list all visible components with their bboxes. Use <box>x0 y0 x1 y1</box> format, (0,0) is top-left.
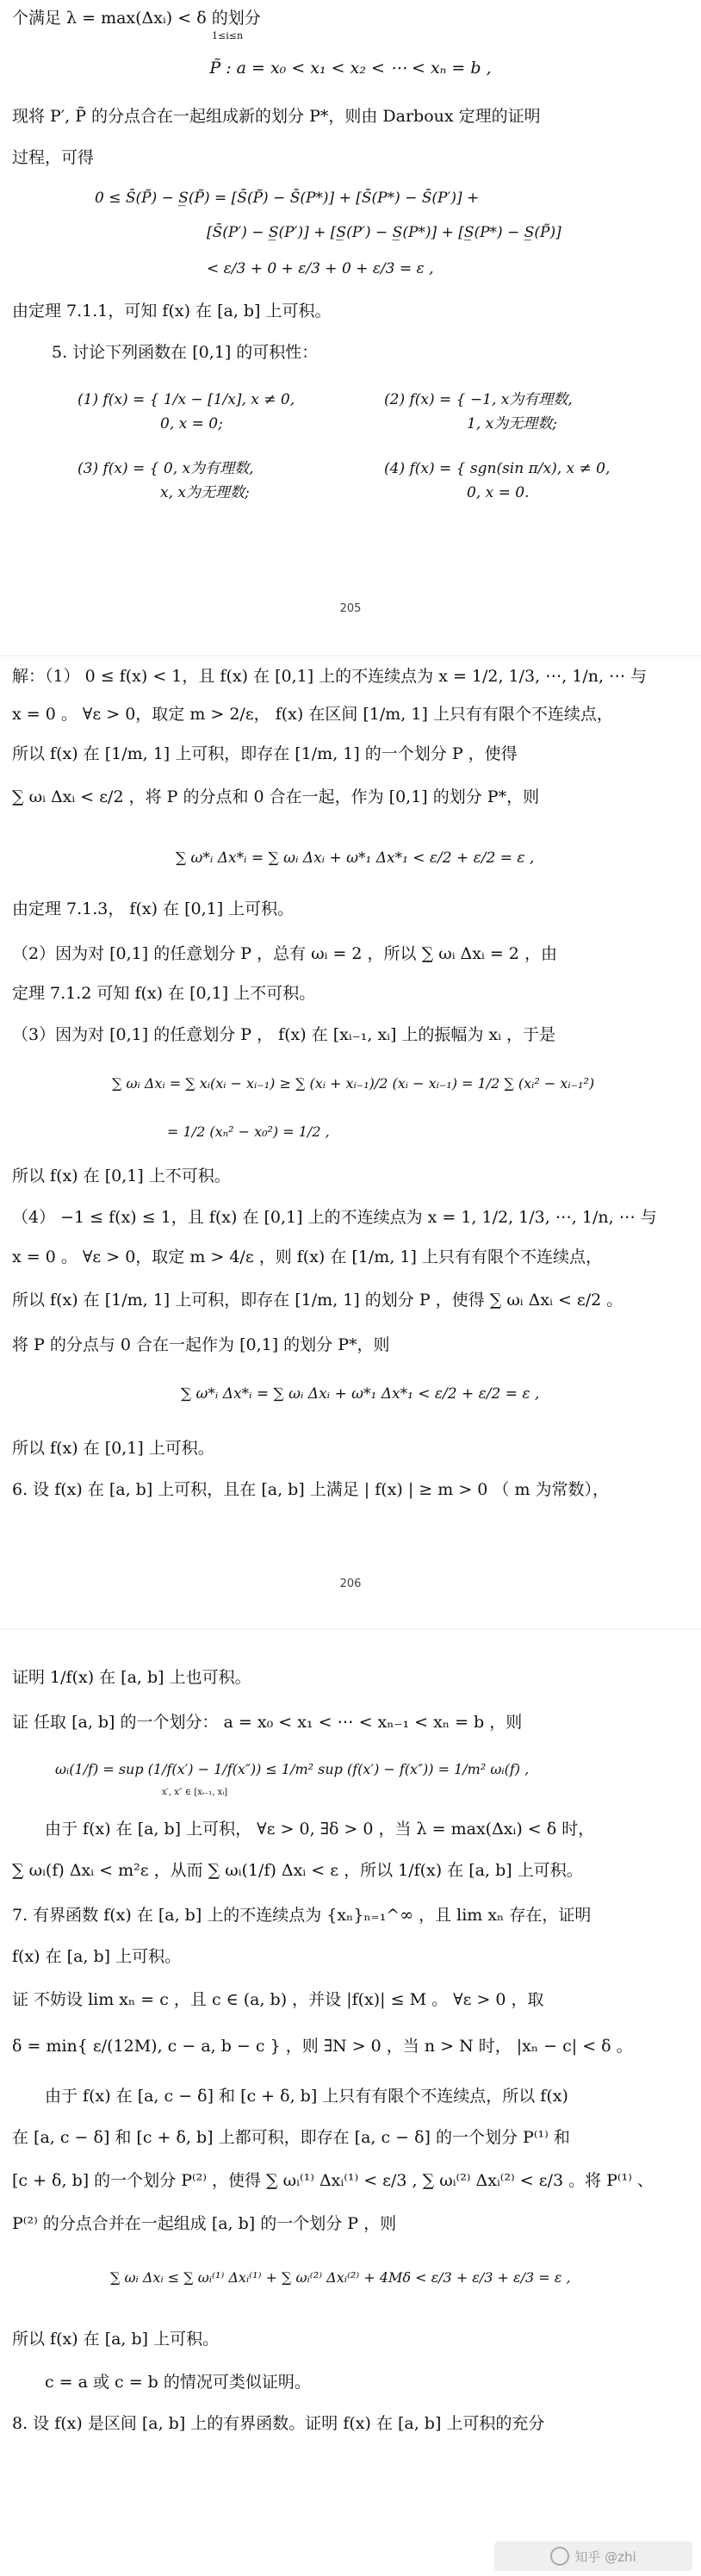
text-line: 由于 f(x) 在 [a, b] 上可积， ∀ε > 0, ∃δ > 0 ，当 λ = max(Δxᵢ) < δ 时， <box>45 1820 595 1839</box>
equation: 0 ≤ S̄(P̃) − S̲(P̃) = [S̄(P̃) − S̄(P*)] + [S̄(P*) − S̄(P′)] + <box>95 190 480 207</box>
text-line: 所以 f(x) 在 [0,1] 上不可积。 <box>12 1167 231 1185</box>
text-line: 定理 7.1.2 可知 f(x) 在 [0,1] 上不可积。 <box>12 984 316 1003</box>
equation: = 1/2 (xₙ² − x₀²) = 1/2 , <box>167 1123 330 1140</box>
equation: ωᵢ(1/f) = sup (1/f(x′) − 1/f(x″)) ≤ 1/m² sup (f(x′) − f(x″)) = 1/m² ωᵢ(f) , <box>55 1761 530 1777</box>
equation: ∑ ω*ᵢ Δx*ᵢ = ∑ ωᵢ Δxᵢ + ω*₁ Δx*₁ < ε/2 + ε/2 = ε , <box>181 1385 540 1403</box>
text-line: ∑ ωᵢ Δxᵢ < ε/2 ，将 P 的分点和 0 合在一起，作为 [0,1] 的划分 P*，则 <box>12 787 540 806</box>
text-line: x = 0 。 ∀ε > 0，取定 m > 2/ε， f(x) 在区间 [1/m, 1] 上只有有限个不连续点， <box>12 705 613 724</box>
text-line: c = a 或 c = b 的情况可类似证明。 <box>45 2373 311 2392</box>
text-line: 过程，可得 <box>12 148 95 167</box>
text-line: ∑ ωᵢ(f) Δxᵢ < m²ε ，从而 ∑ ωᵢ(1/f) Δxᵢ < ε ，所以 1/f(x) 在 [a, b] 上可积。 <box>12 1861 583 1880</box>
page-divider <box>0 655 701 656</box>
equation: 1, x为无理数; <box>467 415 557 432</box>
exercise-heading: 8. 设 f(x) 是区间 [a, b] 上的有界函数。证明 f(x) 在 [a, b] 上可积的充分 <box>12 2414 545 2433</box>
exercise-heading: 7. 有界函数 f(x) 在 [a, b] 上的不连续点为 {xₙ}ₙ₌₁^∞ ，且 lim xₙ 存在，证明 <box>12 1906 592 1925</box>
text-line: δ = min{ ε/(12M), c − a, b − c } ，则 ∃N > 0 ，当 n > N 时， |xₙ − c| < δ 。 <box>12 2037 633 2056</box>
text-line: P⁽²⁾ 的分点合并在一起组成 [a, b] 的一个划分 P ，则 <box>12 2214 397 2233</box>
watermark-text: 知乎 @zhi <box>574 2548 636 2565</box>
text-line: 将 P 的分点与 0 合在一起作为 [0,1] 的划分 P*，则 <box>12 1335 390 1354</box>
text-line: 现将 P′, P̃ 的分点合在一起组成新的划分 P*，则由 Darboux 定理的证明 <box>12 107 541 126</box>
text-line: 在 [a, c − δ] 和 [c + δ, b] 上都可积，即存在 [a, c − δ] 的一个划分 P⁽¹⁾ 和 <box>12 2128 570 2147</box>
text-line: 所以 f(x) 在 [1/m, 1] 上可积，即存在 [1/m, 1] 的一个划分 P ，使得 <box>12 744 518 763</box>
text-line: （2）因为对 [0,1] 的任意划分 P ，总有 ωᵢ = 2 ，所以 ∑ ωᵢ Δxᵢ = 2 ，由 <box>12 944 557 963</box>
text-line: f(x) 在 [a, b] 上可积。 <box>12 1947 182 1966</box>
equation: ∑ ω*ᵢ Δx*ᵢ = ∑ ωᵢ Δxᵢ + ω*₁ Δx*₁ < ε/2 + ε/2 = ε , <box>176 849 535 867</box>
equation: < ε/3 + 0 + ε/3 + 0 + ε/3 = ε , <box>207 260 434 277</box>
text-line: 由于 f(x) 在 [a, c − δ] 和 [c + δ, b] 上只有有限个不连续点，所以 f(x) <box>45 2087 568 2106</box>
equation: (3) f(x) = { 0, x为有理数, <box>78 460 254 477</box>
page-divider <box>0 1628 701 1630</box>
text-line: [c + δ, b] 的一个划分 P⁽²⁾ ，使得 ∑ ωᵢ⁽¹⁾ Δxᵢ⁽¹⁾ < ε/3 , ∑ ωᵢ⁽²⁾ Δxᵢ⁽²⁾ < ε/3 。将 P⁽¹⁾ 、 <box>12 2171 654 2190</box>
text-line: 解：（1） 0 ≤ f(x) < 1，且 f(x) 在 [0,1] 上的不连续点为 x = 1/2, 1/3, ⋯, 1/n, ⋯ 与 <box>12 667 648 686</box>
equation: 0, x = 0. <box>467 484 530 501</box>
text-line: 所以 f(x) 在 [1/m, 1] 上可积，即存在 [1/m, 1] 的划分 P ，使得 ∑ ωᵢ Δxᵢ < ε/2 。 <box>12 1291 623 1310</box>
equation: (1) f(x) = { 1/x − [1/x], x ≠ 0, <box>78 391 295 408</box>
text-line: （4） −1 ≤ f(x) ≤ 1，且 f(x) 在 [0,1] 上的不连续点为 x = 1, 1/2, 1/3, ⋯, 1/n, ⋯ 与 <box>12 1208 657 1227</box>
equation: P̃ : a = x₀ < x₁ < x₂ < ⋯ < xₙ = b , <box>209 59 492 78</box>
text-line: x = 0 。 ∀ε > 0，取定 m > 4/ε ，则 f(x) 在 [1/m, 1] 上只有有限个不连续点， <box>12 1248 602 1266</box>
watermark <box>494 2542 692 2571</box>
page-number: 205 <box>339 602 362 615</box>
text-line: 证 任取 [a, b] 的一个划分： a = x₀ < x₁ < ⋯ < xₙ₋₁ < xₙ = b ，则 <box>12 1713 523 1732</box>
equation: x, x为无理数; <box>160 484 250 501</box>
subscript: 1≤i≤n <box>212 30 244 41</box>
zhihu-logo-icon <box>550 2547 569 2566</box>
equation: [S̄(P′) − S̲(P′)] + [S̲(P′) − S̲(P*)] + [S̲(P*) − S̲(P̃)] <box>207 224 561 241</box>
equation: 0, x = 0; <box>160 415 223 432</box>
text-line: 证明 1/f(x) 在 [a, b] 上也可积。 <box>12 1668 251 1687</box>
equation: ∑ ωᵢ Δxᵢ = ∑ xᵢ(xᵢ − xᵢ₋₁) ≥ ∑ (xᵢ + xᵢ₋₁)/2 (xᵢ − xᵢ₋₁) = 1/2 ∑ (xᵢ² − xᵢ₋₁²) <box>112 1075 595 1092</box>
exercise-heading: 5. 讨论下列函数在 [0,1] 的可积性： <box>52 343 319 362</box>
page-number: 206 <box>339 1577 362 1590</box>
text-line: 由定理 7.1.1，可知 f(x) 在 [a, b] 上可积。 <box>12 302 332 320</box>
text-line: 个满足 λ = max(Δxᵢ) < δ 的划分 <box>12 9 261 28</box>
exercise-heading: 6. 设 f(x) 在 [a, b] 上可积，且在 [a, b] 上满足 | f(x) | ≥ m > 0 （ m 为常数）， <box>12 1480 610 1499</box>
text-line: 所以 f(x) 在 [0,1] 上可积。 <box>12 1439 214 1458</box>
text-line: 证 不妨设 lim xₙ = c ，且 c ∈ (a, b) ，并设 |f(x)| ≤ M 。 ∀ε > 0 ，取 <box>12 1990 544 2009</box>
text-line: 由定理 7.1.3， f(x) 在 [0,1] 上可积。 <box>12 899 295 918</box>
equation: ∑ ωᵢ Δxᵢ ≤ ∑ ωᵢ⁽¹⁾ Δxᵢ⁽¹⁾ + ∑ ωᵢ⁽²⁾ Δxᵢ⁽²⁾ + 4Mδ < ε/3 + ε/3 + ε/3 = ε , <box>110 2269 571 2286</box>
text-line: （3）因为对 [0,1] 的任意划分 P ， f(x) 在 [xᵢ₋₁, xᵢ] 上的振幅为 xᵢ ，于是 <box>12 1025 556 1044</box>
text-line: 所以 f(x) 在 [a, b] 上可积。 <box>12 2330 220 2349</box>
equation: (4) f(x) = { sgn(sin π/x), x ≠ 0, <box>384 460 611 477</box>
equation: (2) f(x) = { −1, x为有理数, <box>384 391 573 408</box>
subscript: x′, x″ ∈ [xᵢ₋₁, xᵢ] <box>162 1788 228 1797</box>
